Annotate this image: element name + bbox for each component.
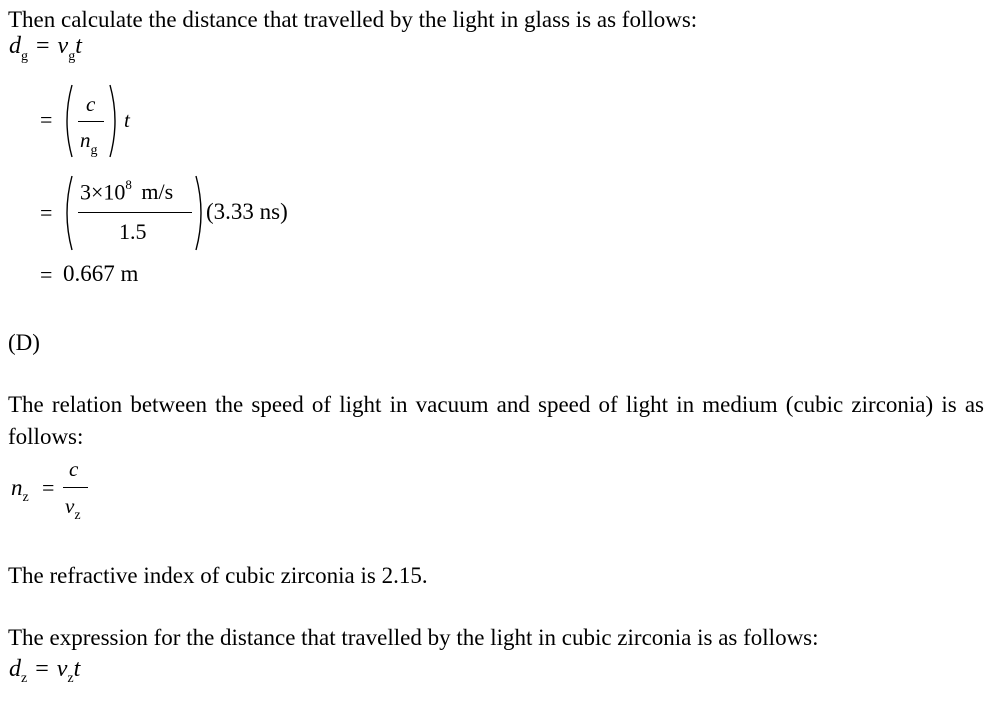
equals-sign: = <box>40 262 53 287</box>
glass-intro-text: Then calculate the distance that travelled by the light in glass is as follows: <box>8 7 698 32</box>
fraction-bar <box>78 121 104 122</box>
right-paren-icon <box>108 83 122 159</box>
eq-dg-vgt <box>9 33 82 64</box>
var-d: d <box>9 33 21 59</box>
numerator-c: c <box>69 457 79 481</box>
numerator-c: c <box>86 92 96 116</box>
eq-dz-vzt: $d_z = v_zt$ <box>9 656 81 686</box>
var-t: t <box>75 33 82 59</box>
fraction-bar <box>78 212 192 213</box>
var-v: v <box>57 33 69 59</box>
denominator-ng: $n_g$ <box>80 128 98 158</box>
zirconia-intro-text: The relation between the speed of light in vacuum and speed of light in medium (cubic zirconia) is as follows: <box>8 392 984 449</box>
left-paren-icon <box>60 83 74 159</box>
equals-sign: = <box>40 200 53 225</box>
var-t: t <box>124 108 130 132</box>
fraction-bar <box>63 487 88 488</box>
equals-sign: = <box>40 107 53 132</box>
equals-sign: = <box>42 475 55 500</box>
refractive-index-text: The refractive index of cubic zirconia is 2.15. <box>8 563 428 588</box>
sub-g: g <box>21 49 28 64</box>
left-paren-icon <box>60 174 74 252</box>
distance-intro-text: The expression for the distance that travelled by the light in cubic zirconia is as follows: <box>8 625 819 650</box>
numerator-speed: $3\times 10^8$ m/s <box>80 177 174 205</box>
denominator-1-5: 1.5 <box>119 219 147 244</box>
time-factor: (3.33 ns) <box>206 199 288 224</box>
lhs-nz: $n_z$ <box>11 475 29 505</box>
result-value: 0.667 m <box>63 261 139 286</box>
part-label: (D) <box>8 330 40 355</box>
sub-g: g <box>68 49 76 64</box>
equals-sign: = <box>36 33 50 59</box>
denominator-vz: $v_z$ <box>65 494 81 523</box>
